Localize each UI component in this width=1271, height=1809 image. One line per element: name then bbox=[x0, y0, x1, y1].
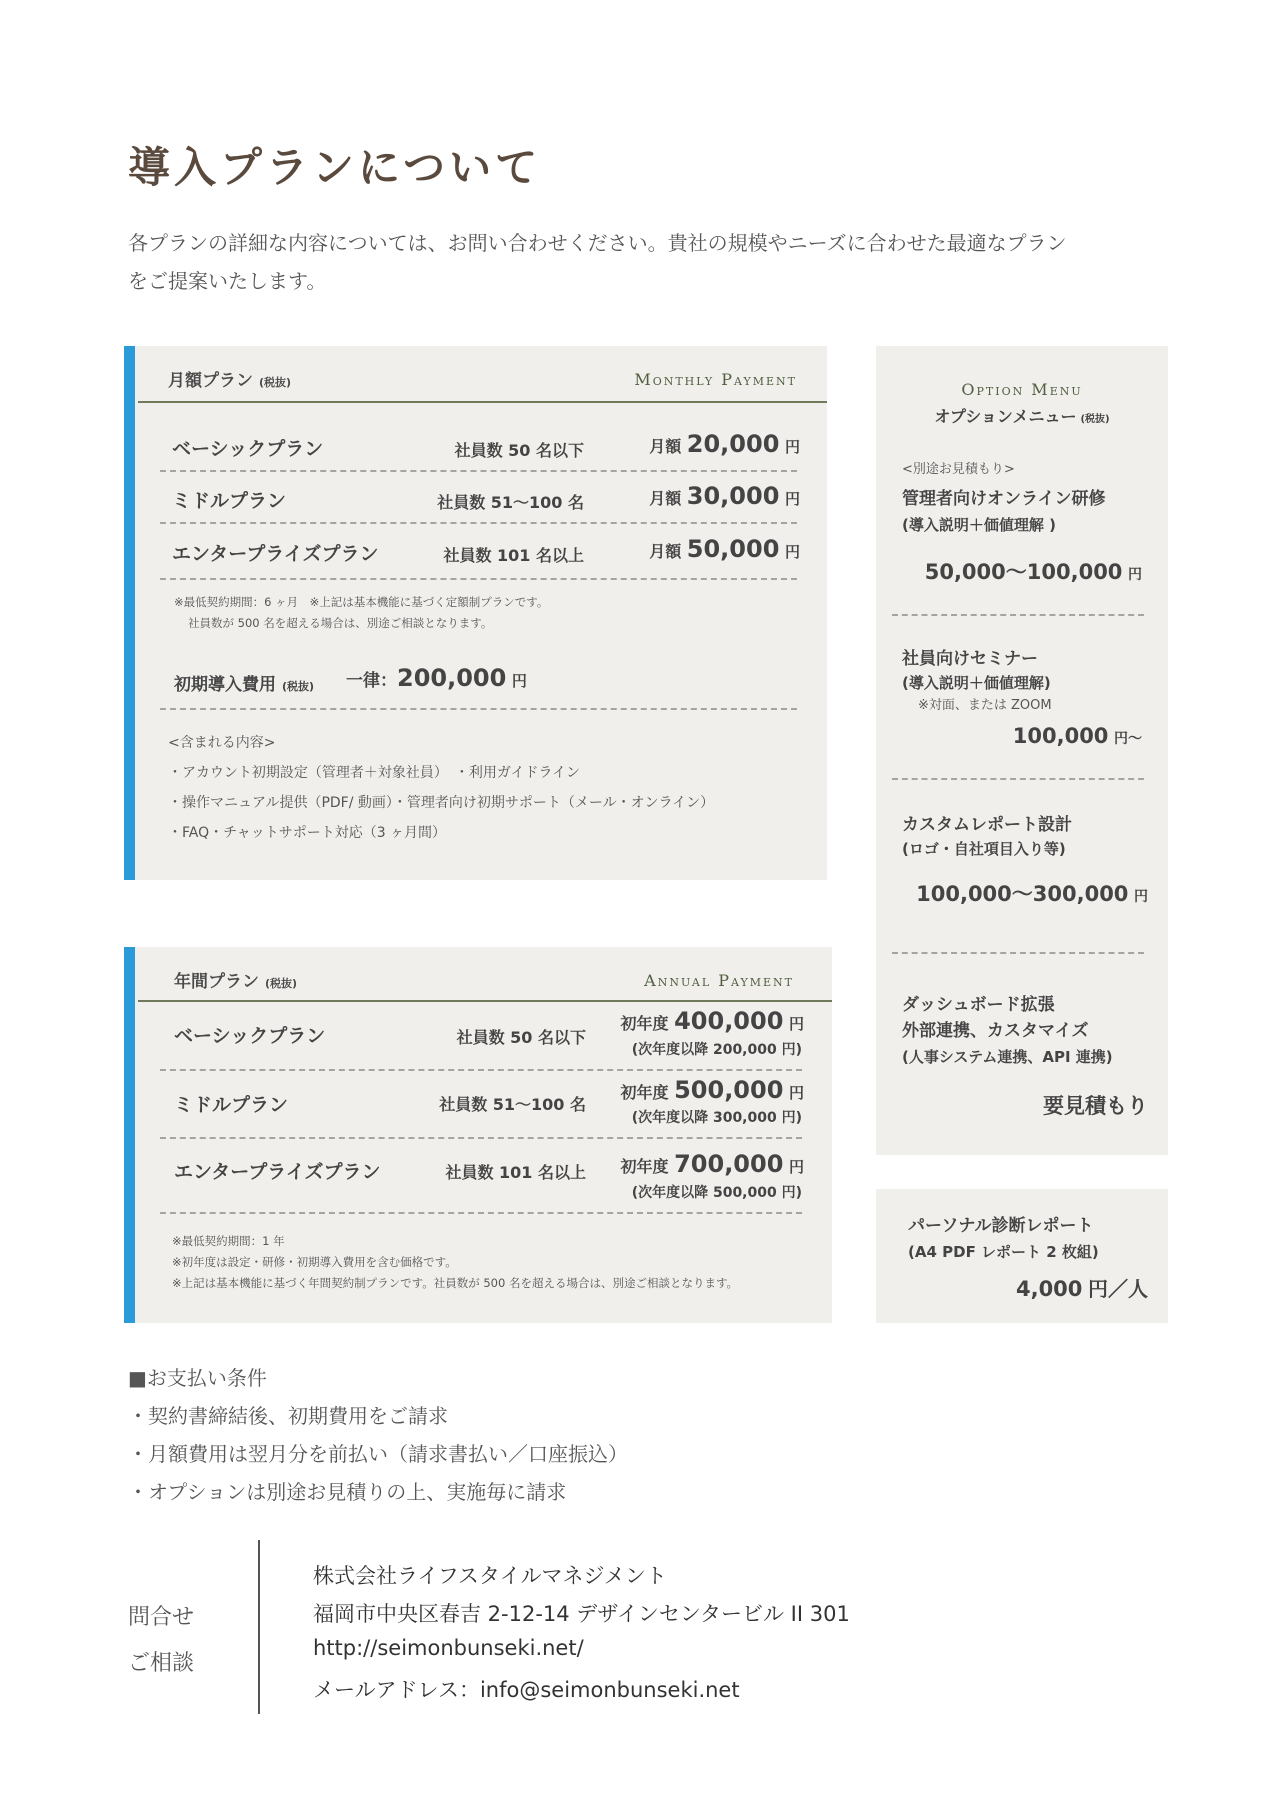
plan-price: 月額 20,000 円 bbox=[649, 430, 800, 458]
divider bbox=[138, 1000, 832, 1002]
plan-price: 月額 30,000 円 bbox=[649, 482, 800, 510]
contact-label: ご相談 bbox=[128, 1651, 195, 1676]
divider bbox=[160, 1212, 802, 1214]
personal-price: 4,000 円／人 bbox=[1015, 1277, 1148, 1301]
option-head: 管理者向けオンライン研修 bbox=[902, 489, 1106, 509]
monthly-subtitle: Monthly Payment bbox=[634, 370, 797, 389]
divider bbox=[160, 708, 797, 710]
option-subtitle: Option Menu bbox=[961, 380, 1083, 399]
divider bbox=[160, 1137, 802, 1139]
payment-item: ・オプションは別途お見積りの上、実施毎に請求 bbox=[128, 1480, 567, 1504]
payment-item: ・契約書締結後、初期費用をご請求 bbox=[128, 1404, 448, 1428]
option-price: 要見積もり bbox=[1043, 1094, 1148, 1118]
divider bbox=[892, 614, 1144, 616]
contact-label: 問合せ bbox=[128, 1605, 195, 1630]
annual-subtitle: Annual Payment bbox=[644, 971, 794, 990]
option-head: カスタムレポート設計 bbox=[902, 815, 1072, 835]
initial-cost-label: 初期導入費用 (税抜) bbox=[174, 675, 315, 695]
plan-name: エンタープライズプラン bbox=[174, 1161, 381, 1183]
divider bbox=[160, 522, 797, 524]
plan-name: ベーシックプラン bbox=[174, 1025, 326, 1047]
option-detail: (人事システム連携、API 連携) bbox=[902, 1048, 1113, 1066]
initial-cost-value: 一律：200,000 円 bbox=[346, 664, 527, 692]
option-price: 50,000〜100,000 円 bbox=[924, 560, 1142, 584]
plan-price: 月額 50,000 円 bbox=[649, 535, 800, 563]
personal-detail: (A4 PDF レポート 2 枚組) bbox=[908, 1243, 1099, 1261]
plan-name: ミドルプラン bbox=[174, 1094, 289, 1116]
contact-divider bbox=[258, 1540, 260, 1714]
company-address: 福岡市中央区春吉 2-12-14 デザインセンタービル II 301 bbox=[313, 1602, 850, 1626]
plan-next-year: (次年度以降 300,000 円) bbox=[631, 1110, 802, 1126]
plan-price: 初年度 500,000 円 bbox=[620, 1076, 804, 1104]
plan-next-year: (次年度以降 500,000 円) bbox=[631, 1185, 802, 1201]
plan-price: 初年度 400,000 円 bbox=[620, 1007, 804, 1035]
note: ※上記は基本機能に基づく年間契約制プランです。社員数が 500 名を超える場合は、別途ご相談となります。 bbox=[172, 1276, 739, 1290]
plan-staff: 社員数 50 名以下 bbox=[456, 1028, 586, 1047]
option-separate-note: <別途お見積もり> bbox=[902, 462, 1015, 477]
option-head: ダッシュボード拡張 bbox=[902, 995, 1055, 1015]
option-title: オプションメニュー (税抜) bbox=[934, 407, 1110, 426]
includes-item: ・操作マニュアル提供（PDF/ 動画）・管理者向け初期サポート（メール・オンライン） bbox=[168, 795, 715, 811]
email-link[interactable]: メールアドレス：info@seimonbunseki.net bbox=[313, 1678, 740, 1702]
plan-staff: 社員数 101 名以上 bbox=[445, 1163, 586, 1182]
option-detail: (導入説明＋価値理解 ) bbox=[902, 516, 1056, 534]
website-link[interactable]: http://seimonbunseki.net/ bbox=[313, 1636, 584, 1660]
plan-price: 初年度 700,000 円 bbox=[620, 1150, 804, 1178]
company-name: 株式会社ライフスタイルマネジメント bbox=[313, 1564, 667, 1588]
divider bbox=[892, 952, 1144, 954]
accent-bar bbox=[124, 947, 135, 1323]
plan-staff: 社員数 51〜100 名 bbox=[437, 493, 584, 512]
page-title: 導入プランについて bbox=[128, 143, 542, 192]
intro-text: 各プランの詳細な内容については、お問い合わせください。貴社の規模やニーズに合わせた最適なプラン をご提案いたします。 bbox=[128, 231, 1067, 293]
option-menu-panel bbox=[876, 346, 1168, 1155]
divider bbox=[160, 1069, 802, 1071]
divider bbox=[138, 401, 827, 403]
option-head: 社員向けセミナー bbox=[902, 649, 1038, 669]
includes-item: ・アカウント初期設定（管理者＋対象社員） ・利用ガイドライン bbox=[168, 765, 581, 781]
plan-name: ベーシックプラン bbox=[172, 438, 324, 460]
plan-next-year: (次年度以降 200,000 円) bbox=[631, 1042, 802, 1058]
note: 社員数が 500 名を超える場合は、別途ご相談となります。 bbox=[188, 616, 493, 630]
plan-staff: 社員数 51〜100 名 bbox=[439, 1095, 586, 1114]
monthly-title: 月額プラン (税抜) bbox=[168, 371, 292, 391]
plan-name: エンタープライズプラン bbox=[172, 543, 379, 565]
option-detail: (ロゴ・自社項目入り等) bbox=[902, 840, 1066, 858]
option-head: 外部連携、カスタマイズ bbox=[902, 1021, 1089, 1041]
plan-staff: 社員数 50 名以下 bbox=[454, 441, 584, 460]
divider bbox=[160, 578, 797, 580]
payment-item: ・月額費用は翌月分を前払い（請求書払い／口座振込） bbox=[128, 1442, 628, 1466]
monthly-plan-panel bbox=[124, 346, 827, 880]
accent-bar bbox=[124, 346, 135, 880]
option-detail: (導入説明＋価値理解) bbox=[902, 674, 1051, 692]
plan-staff: 社員数 101 名以上 bbox=[443, 546, 584, 565]
personal-head: パーソナル診断レポート bbox=[908, 1216, 1094, 1236]
note: ※最低契約期間：6 ヶ月 ※上記は基本機能に基づく定額制プランです。 bbox=[174, 595, 549, 609]
includes-title: <含まれる内容> bbox=[168, 735, 276, 751]
option-price: 100,000〜300,000 円 bbox=[916, 882, 1148, 906]
option-price: 100,000 円〜 bbox=[1012, 724, 1142, 748]
payment-title: ■お支払い条件 bbox=[128, 1366, 267, 1390]
annual-title: 年間プラン (税抜) bbox=[174, 972, 298, 992]
note: ※初年度は設定・研修・初期導入費用を含む価格です。 bbox=[172, 1255, 457, 1269]
annual-plan-panel bbox=[124, 947, 832, 1323]
option-tiny-note: ※対面、または ZOOM bbox=[918, 698, 1052, 713]
personal-report-panel bbox=[876, 1189, 1168, 1323]
includes-item: ・FAQ・チャットサポート対応（3 ヶ月間） bbox=[168, 825, 447, 841]
divider bbox=[892, 778, 1144, 780]
divider bbox=[160, 470, 797, 472]
note: ※最低契約期間：1 年 bbox=[172, 1234, 285, 1248]
plan-name: ミドルプラン bbox=[172, 490, 287, 512]
